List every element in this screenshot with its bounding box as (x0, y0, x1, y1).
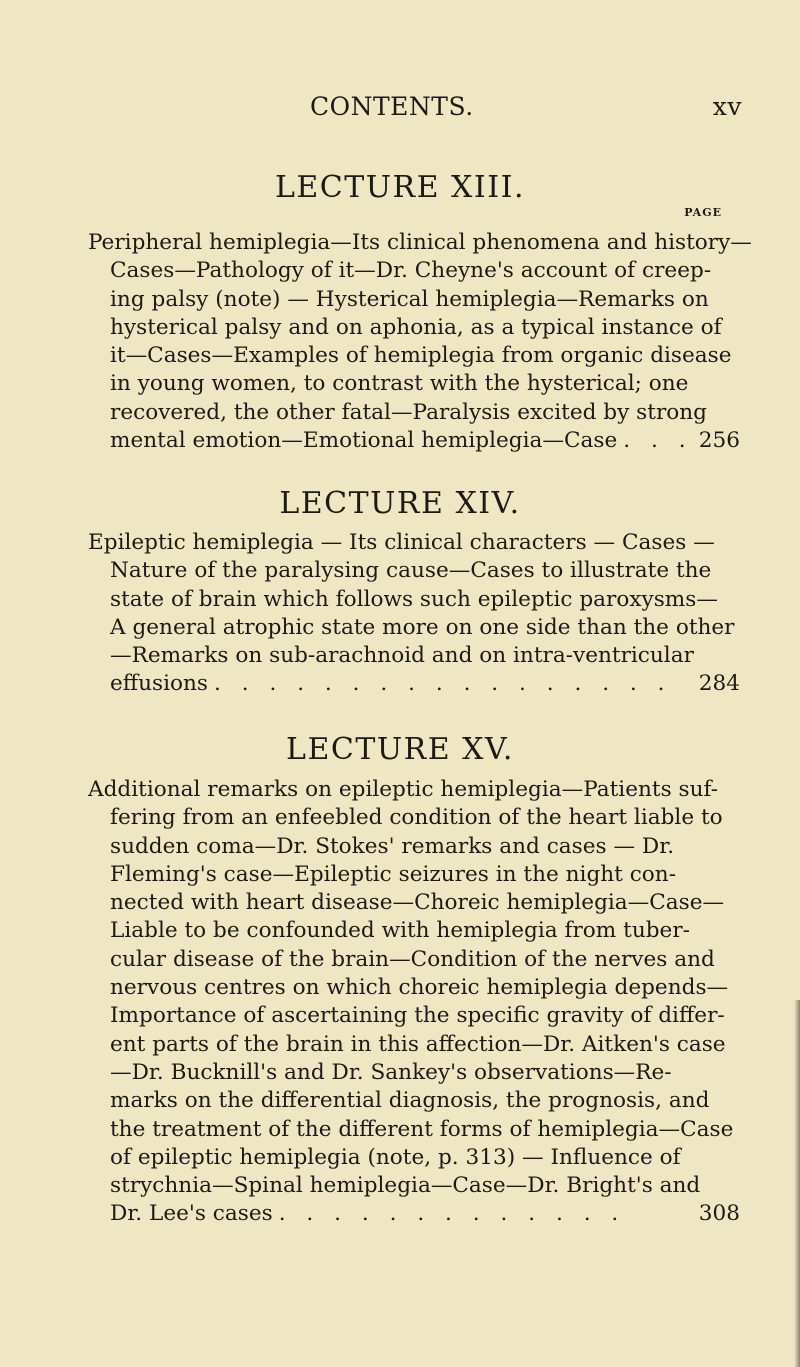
lecture-xv-entry (88, 776, 740, 1229)
lecture-xv-heading: LECTURE XV. (286, 732, 514, 767)
lecture-xiv-entry (88, 529, 740, 699)
lecture-xiii-entry (88, 229, 752, 455)
entry-line: —Remarks on sub-arachnoid and on intra-ventricular (110, 643, 694, 669)
entry-line: it—Cases—Examples of hemiplegia from organic disease (110, 343, 732, 369)
entry-line: state of brain which follows such epileptic paroxysms— (110, 586, 718, 612)
entry-line-final: mental emotion—Emotional hemiplegia—Case . . . 256 (88, 427, 740, 455)
page-column-label: PAGE (684, 206, 722, 219)
dot-leader: . . . . . . . . . . . . . (278, 1201, 626, 1227)
dot-leader: . . . (623, 428, 693, 454)
entry-line: fering from an enfeebled condition of the heart liable to (110, 805, 723, 831)
entry-line: Liable to be confounded with hemiplegia from tuber- (110, 918, 690, 944)
entry-line: hysterical palsy and on aphonia, as a typical instance of (110, 314, 722, 340)
entry-line: nervous centres on which choreic hemiplegia depends— (110, 975, 729, 1001)
page-number: xv (712, 92, 742, 121)
entry-line: in young women, to contrast with the hysterical; one (110, 371, 689, 397)
entry-line: Cases—Pathology of it—Dr. Cheyne's account of creep- (110, 258, 712, 284)
entry-line: A general atrophic state more on one side than the other (110, 614, 735, 640)
dot-leader: . . . . . . . . . . . . . . . . . (214, 671, 672, 697)
entry-line: Fleming's case—Epileptic seizures in the night con- (110, 861, 677, 887)
page-reference: 284 (698, 671, 740, 697)
entry-line: Additional remarks on epileptic hemiplegia—Patients suf- (88, 777, 719, 802)
running-title: CONTENTS. (310, 92, 474, 121)
entry-line: Nature of the paralysing cause—Cases to illustrate the (110, 558, 712, 584)
entry-line: nected with heart disease—Choreic hemiplegia—Case— (110, 890, 725, 916)
page-reference: 256 (698, 428, 740, 454)
entry-line: sudden coma—Dr. Stokes' remarks and cases — Dr. (110, 833, 675, 859)
lecture-xiii-heading: LECTURE XIII. (274, 170, 526, 205)
entry-line: of epileptic hemiplegia (note, p. 313) — Influence of (110, 1144, 681, 1170)
entry-line: Importance of ascertaining the specific gravity of differ- (110, 1003, 725, 1029)
entry-line-final: Dr. Lee's cases . . . . . . . . . . . . . 308 (88, 1200, 740, 1228)
entry-line: —Dr. Bucknill's and Dr. Sankey's observations—Re- (110, 1059, 672, 1085)
entry-line: ing palsy (note) — Hysterical hemiplegia—Remarks on (110, 286, 709, 312)
entry-line: recovered, the other fatal—Paralysis excited by strong (110, 399, 707, 425)
entry-line: marks on the differential diagnosis, the prognosis, and (110, 1088, 710, 1114)
entry-line: Peripheral hemiplegia—Its clinical phenomena and history— (88, 230, 752, 255)
entry-line: ent parts of the brain in this affection—Dr. Aitken's case (110, 1031, 726, 1057)
entry-line: Epileptic hemiplegia — Its clinical characters — Cases — (88, 530, 715, 555)
entry-line: the treatment of the different forms of hemiplegia—Case (110, 1116, 734, 1142)
page-edge-shadow (794, 1000, 800, 1367)
page-reference: 308 (698, 1201, 740, 1227)
lecture-xiv-heading: LECTURE XIV. (279, 486, 521, 521)
entry-line: cular disease of the brain—Condition of the nerves and (110, 946, 715, 972)
entry-line: strychnia—Spinal hemiplegia—Case—Dr. Bright's and (110, 1173, 701, 1199)
entry-line-final: effusions . . . . . . . . . . . . . . . . . 284 (88, 670, 740, 698)
